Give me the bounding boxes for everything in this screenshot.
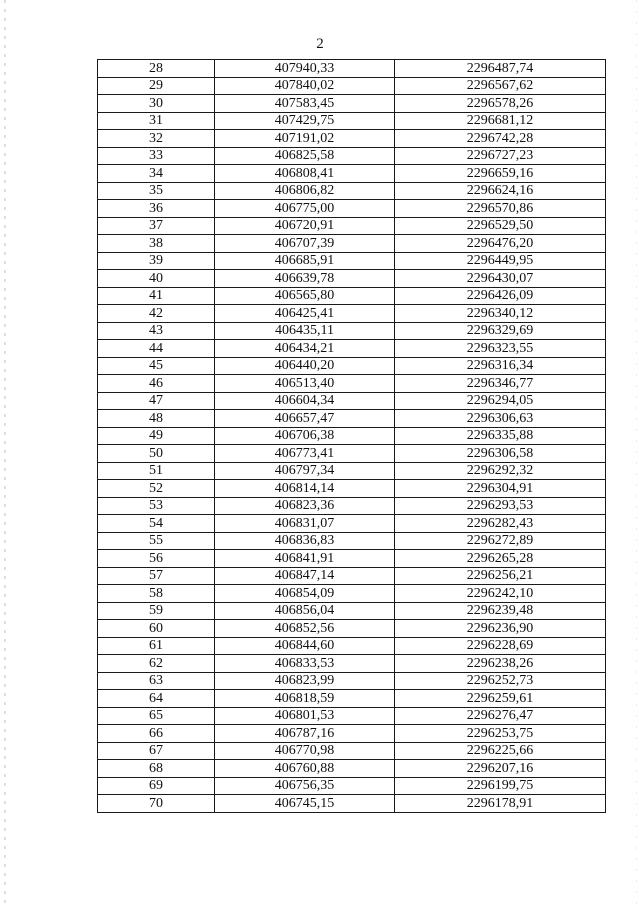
x-coordinate-cell: 406854,09 [215,585,395,603]
x-coordinate-cell: 406604,34 [215,392,395,410]
y-coordinate-cell: 2296578,26 [395,95,606,113]
table-row [98,550,606,568]
y-coordinate-cell: 2296238,26 [395,655,606,673]
page-number: 2 [316,36,324,52]
x-coordinate-cell: 406808,41 [215,165,395,183]
table-row [98,532,606,550]
coordinates-table-body [98,60,606,813]
y-coordinate-cell: 2296252,73 [395,672,606,690]
x-coordinate-cell: 406745,15 [215,795,395,813]
point-number-cell: 42 [98,305,215,323]
x-coordinate-cell: 406787,16 [215,725,395,743]
table-row [98,147,606,165]
y-coordinate-cell: 2296265,28 [395,550,606,568]
point-number-cell: 49 [98,427,215,445]
x-coordinate-cell: 406825,58 [215,147,395,165]
table-row [98,497,606,515]
table-row [98,602,606,620]
point-number-cell: 29 [98,77,215,95]
y-coordinate-cell: 2296225,66 [395,742,606,760]
point-number-cell: 69 [98,777,215,795]
x-coordinate-cell: 407940,33 [215,60,395,78]
x-coordinate-cell: 406836,83 [215,532,395,550]
y-coordinate-cell: 2296228,69 [395,637,606,655]
x-coordinate-cell: 406565,80 [215,287,395,305]
y-coordinate-cell: 2296727,23 [395,147,606,165]
y-coordinate-cell: 2296253,75 [395,725,606,743]
point-number-cell: 55 [98,532,215,550]
point-number-cell: 54 [98,515,215,533]
x-coordinate-cell: 407191,02 [215,130,395,148]
point-number-cell: 70 [98,795,215,813]
point-number-cell: 61 [98,637,215,655]
y-coordinate-cell: 2296256,21 [395,567,606,585]
y-coordinate-cell: 2296570,86 [395,200,606,218]
table-row [98,462,606,480]
table-row [98,375,606,393]
y-coordinate-cell: 2296236,90 [395,620,606,638]
y-coordinate-cell: 2296681,12 [395,112,606,130]
point-number-cell: 52 [98,480,215,498]
point-number-cell: 30 [98,95,215,113]
x-coordinate-cell: 406770,98 [215,742,395,760]
x-coordinate-cell: 406775,00 [215,200,395,218]
x-coordinate-cell: 406434,21 [215,340,395,358]
y-coordinate-cell: 2296239,48 [395,602,606,620]
y-coordinate-cell: 2296259,61 [395,690,606,708]
x-coordinate-cell: 406856,04 [215,602,395,620]
x-coordinate-cell: 406797,34 [215,462,395,480]
point-number-cell: 32 [98,130,215,148]
x-coordinate-cell: 406760,88 [215,760,395,778]
point-number-cell: 37 [98,217,215,235]
table-row [98,60,606,78]
y-coordinate-cell: 2296430,07 [395,270,606,288]
point-number-cell: 33 [98,147,215,165]
table-row [98,637,606,655]
point-number-cell: 39 [98,252,215,270]
x-coordinate-cell: 406801,53 [215,707,395,725]
y-coordinate-cell: 2296282,43 [395,515,606,533]
table-row [98,270,606,288]
x-coordinate-cell: 407840,02 [215,77,395,95]
table-row [98,410,606,428]
y-coordinate-cell: 2296306,58 [395,445,606,463]
table-row [98,287,606,305]
table-row [98,795,606,813]
table-row [98,515,606,533]
y-coordinate-cell: 2296340,12 [395,305,606,323]
point-number-cell: 40 [98,270,215,288]
x-coordinate-cell: 406847,14 [215,567,395,585]
x-coordinate-cell: 406852,56 [215,620,395,638]
table-row [98,392,606,410]
point-number-cell: 31 [98,112,215,130]
y-coordinate-cell: 2296426,09 [395,287,606,305]
table-row [98,725,606,743]
point-number-cell: 68 [98,760,215,778]
y-coordinate-cell: 2296329,69 [395,322,606,340]
point-number-cell: 50 [98,445,215,463]
point-number-cell: 48 [98,410,215,428]
table-row [98,690,606,708]
x-coordinate-cell: 406440,20 [215,357,395,375]
table-row [98,252,606,270]
x-coordinate-cell: 406685,91 [215,252,395,270]
point-number-cell: 60 [98,620,215,638]
y-coordinate-cell: 2296272,89 [395,532,606,550]
x-coordinate-cell: 406513,40 [215,375,395,393]
point-number-cell: 35 [98,182,215,200]
table-row [98,357,606,375]
point-number-cell: 65 [98,707,215,725]
y-coordinate-cell: 2296323,55 [395,340,606,358]
table-row [98,777,606,795]
point-number-cell: 44 [98,340,215,358]
y-coordinate-cell: 2296476,20 [395,235,606,253]
point-number-cell: 66 [98,725,215,743]
point-number-cell: 56 [98,550,215,568]
x-coordinate-cell: 406773,41 [215,445,395,463]
y-coordinate-cell: 2296306,63 [395,410,606,428]
table-row [98,112,606,130]
table-row [98,760,606,778]
y-coordinate-cell: 2296316,34 [395,357,606,375]
x-coordinate-cell: 406833,53 [215,655,395,673]
table-row [98,217,606,235]
table-row [98,77,606,95]
table-row [98,707,606,725]
point-number-cell: 38 [98,235,215,253]
y-coordinate-cell: 2296487,74 [395,60,606,78]
table-row [98,340,606,358]
table-row [98,445,606,463]
y-coordinate-cell: 2296567,62 [395,77,606,95]
table-row [98,165,606,183]
point-number-cell: 63 [98,672,215,690]
y-coordinate-cell: 2296346,77 [395,375,606,393]
x-coordinate-cell: 406707,39 [215,235,395,253]
y-coordinate-cell: 2296293,53 [395,497,606,515]
y-coordinate-cell: 2296529,50 [395,217,606,235]
y-coordinate-cell: 2296294,05 [395,392,606,410]
table-row [98,585,606,603]
point-number-cell: 34 [98,165,215,183]
table-row [98,620,606,638]
table-row [98,672,606,690]
table-row [98,655,606,673]
y-coordinate-cell: 2296742,28 [395,130,606,148]
x-coordinate-cell: 406823,36 [215,497,395,515]
table-row [98,567,606,585]
point-number-cell: 28 [98,60,215,78]
coordinates-table [97,59,606,813]
x-coordinate-cell: 406435,11 [215,322,395,340]
x-coordinate-cell: 406831,07 [215,515,395,533]
table-row [98,480,606,498]
point-number-cell: 53 [98,497,215,515]
y-coordinate-cell: 2296276,47 [395,707,606,725]
scan-margin-marks-right [636,0,637,905]
y-coordinate-cell: 2296449,95 [395,252,606,270]
x-coordinate-cell: 406706,38 [215,427,395,445]
table-row [98,742,606,760]
point-number-cell: 36 [98,200,215,218]
x-coordinate-cell: 407583,45 [215,95,395,113]
y-coordinate-cell: 2296292,32 [395,462,606,480]
point-number-cell: 43 [98,322,215,340]
y-coordinate-cell: 2296207,16 [395,760,606,778]
point-number-cell: 57 [98,567,215,585]
point-number-cell: 51 [98,462,215,480]
x-coordinate-cell: 406806,82 [215,182,395,200]
x-coordinate-cell: 406657,47 [215,410,395,428]
point-number-cell: 46 [98,375,215,393]
y-coordinate-cell: 2296178,91 [395,795,606,813]
x-coordinate-cell: 407429,75 [215,112,395,130]
point-number-cell: 47 [98,392,215,410]
x-coordinate-cell: 406756,35 [215,777,395,795]
table-row [98,130,606,148]
x-coordinate-cell: 406844,60 [215,637,395,655]
x-coordinate-cell: 406814,14 [215,480,395,498]
table-row [98,200,606,218]
y-coordinate-cell: 2296242,10 [395,585,606,603]
y-coordinate-cell: 2296624,16 [395,182,606,200]
point-number-cell: 67 [98,742,215,760]
x-coordinate-cell: 406720,91 [215,217,395,235]
table-row [98,182,606,200]
point-number-cell: 64 [98,690,215,708]
scan-margin-marks-left [4,0,6,905]
y-coordinate-cell: 2296304,91 [395,480,606,498]
point-number-cell: 59 [98,602,215,620]
x-coordinate-cell: 406818,59 [215,690,395,708]
point-number-cell: 41 [98,287,215,305]
x-coordinate-cell: 406639,78 [215,270,395,288]
table-row [98,322,606,340]
table-row [98,305,606,323]
x-coordinate-cell: 406425,41 [215,305,395,323]
table-row [98,427,606,445]
y-coordinate-cell: 2296335,88 [395,427,606,445]
y-coordinate-cell: 2296659,16 [395,165,606,183]
x-coordinate-cell: 406823,99 [215,672,395,690]
table-row [98,235,606,253]
y-coordinate-cell: 2296199,75 [395,777,606,795]
point-number-cell: 58 [98,585,215,603]
table-row [98,95,606,113]
point-number-cell: 45 [98,357,215,375]
x-coordinate-cell: 406841,91 [215,550,395,568]
point-number-cell: 62 [98,655,215,673]
